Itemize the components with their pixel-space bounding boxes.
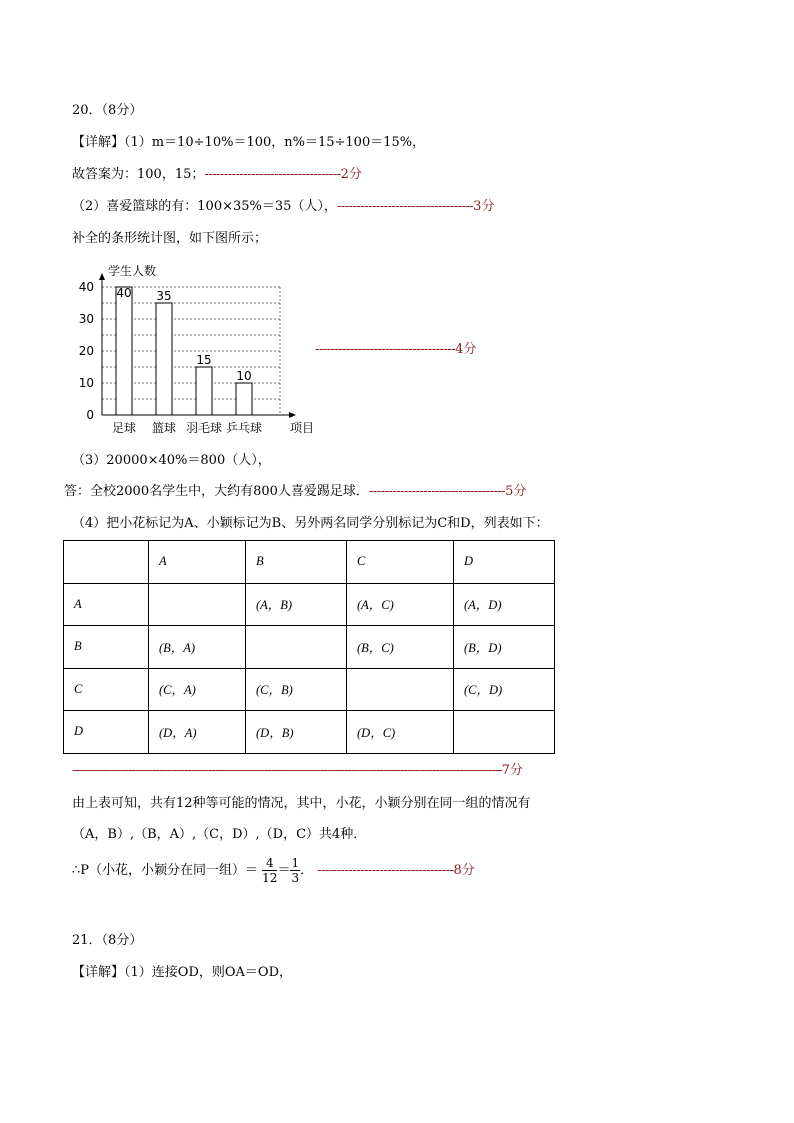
q20-part3: （3）20000×40%＝800（人）， bbox=[72, 453, 271, 468]
score-dashes: ------------------------------------ bbox=[315, 342, 456, 357]
score-label: 7分 bbox=[501, 763, 523, 778]
bar-chart bbox=[78, 258, 318, 440]
table-cell: C bbox=[347, 541, 454, 584]
bar bbox=[236, 383, 252, 415]
part2-text: （2）喜爱篮球的有：100×35%＝35（人）， bbox=[72, 199, 337, 214]
bar-value-label: 35 bbox=[156, 289, 172, 303]
answer1-text: 故答案为：100，15； bbox=[72, 167, 205, 182]
table-cell: (B，C) bbox=[347, 626, 454, 669]
score-dashes: ----------------------------------- bbox=[204, 167, 341, 182]
part1-text: （1）m＝10÷10%＝100，n%＝15÷100＝15%， bbox=[124, 135, 426, 150]
table-cell bbox=[246, 626, 347, 669]
bar bbox=[156, 303, 172, 415]
table-cell bbox=[64, 541, 149, 584]
y-tick-label: 30 bbox=[78, 312, 94, 326]
q21-header: 21．（8分） bbox=[72, 933, 143, 948]
fraction-denominator: 12 bbox=[262, 871, 278, 885]
bar bbox=[196, 367, 212, 415]
fraction-numerator: 1 bbox=[291, 856, 300, 870]
answer3-text: 答：全校2000名学生中，大约有800人喜爱踢足球． bbox=[64, 484, 369, 499]
period: ． bbox=[300, 863, 314, 878]
q20-answer3 bbox=[64, 483, 526, 501]
table-cell: (A，D) bbox=[454, 583, 555, 626]
y-tick-label: 0 bbox=[86, 408, 94, 422]
table-cell bbox=[454, 711, 555, 754]
outcome-table bbox=[63, 540, 555, 754]
q20-probability bbox=[72, 856, 475, 886]
x-axis-label: 项目 bbox=[290, 421, 315, 435]
bar-value-label: 15 bbox=[196, 353, 212, 367]
score-dashes: --------------------------------------------------------------------------------------------------------------------------- bbox=[72, 763, 502, 778]
score-label: 8分 bbox=[453, 863, 475, 878]
table-cell: A bbox=[149, 541, 246, 584]
score-dashes: ----------------------------------- bbox=[317, 863, 454, 878]
table-cell: (A，C) bbox=[347, 583, 454, 626]
table-cell: (D，C) bbox=[347, 711, 454, 754]
q20-part1 bbox=[72, 134, 425, 152]
probability-prefix: ∴P（小花，小颖分在同一组）＝ bbox=[72, 863, 259, 878]
q20-header: 20．（8分） bbox=[72, 103, 143, 118]
q20-answer1 bbox=[72, 166, 362, 184]
table-cell: (C，D) bbox=[454, 668, 555, 711]
table-cell: (D，A) bbox=[149, 711, 246, 754]
table-row bbox=[64, 668, 555, 711]
part1-text: （1）连接OD，则OA＝OD， bbox=[124, 965, 292, 980]
table-cell: D bbox=[64, 711, 149, 754]
detail-tag: 【详解】 bbox=[72, 135, 125, 150]
table-row bbox=[64, 711, 555, 754]
q20-table-score bbox=[72, 762, 523, 780]
fraction-1-3 bbox=[290, 856, 300, 885]
score-label: 4分 bbox=[455, 342, 477, 357]
fraction-4-12 bbox=[262, 856, 277, 885]
score-label: 2分 bbox=[340, 167, 362, 182]
table-row bbox=[64, 626, 555, 669]
q20-part4: （4）把小花标记为A、小颖标记为B、另外两名同学分别标记为C和D，列表如下： bbox=[72, 516, 549, 531]
equals-sign: ＝ bbox=[277, 863, 291, 878]
table-cell: C bbox=[64, 668, 149, 711]
q20-chart-score bbox=[315, 341, 476, 359]
fraction-denominator: 3 bbox=[291, 871, 300, 885]
table-cell: (C，B) bbox=[246, 668, 347, 711]
category-label: 篮球 bbox=[151, 421, 177, 435]
table-cell: (C，A) bbox=[149, 668, 246, 711]
y-axis-label: 学生人数 bbox=[108, 264, 157, 278]
fraction-numerator: 4 bbox=[262, 856, 277, 871]
q20-part2 bbox=[72, 198, 494, 216]
table-cell: A bbox=[64, 583, 149, 626]
detail-tag: 【详解】 bbox=[72, 965, 125, 980]
q20-outcomes: （A，B）,（B，A）,（C，D）,（D，C）共4种． bbox=[72, 827, 367, 842]
score-dashes: ----------------------------------- bbox=[368, 484, 506, 499]
table-cell: (A，B) bbox=[246, 583, 347, 626]
category-label: 羽毛球 bbox=[185, 421, 223, 435]
score-label: 5分 bbox=[505, 484, 527, 499]
table-cell: (D，B) bbox=[246, 711, 347, 754]
y-tick-label: 20 bbox=[78, 344, 94, 358]
category-label: 乒乓球 bbox=[225, 421, 263, 435]
bar-value-label: 10 bbox=[236, 369, 252, 383]
bar bbox=[116, 287, 132, 415]
bar-value-label: 40 bbox=[116, 286, 132, 300]
q21-part1 bbox=[72, 964, 292, 982]
y-tick-label: 40 bbox=[78, 280, 94, 294]
score-dashes: ----------------------------------- bbox=[336, 199, 474, 214]
x-axis-arrow bbox=[289, 412, 296, 418]
table-cell: B bbox=[246, 541, 347, 584]
table-cell bbox=[149, 583, 246, 626]
table-cell: (B，A) bbox=[149, 626, 246, 669]
table-row bbox=[64, 541, 555, 584]
table-cell: D bbox=[454, 541, 555, 584]
table-cell: (B，D) bbox=[454, 626, 555, 669]
q20-chart-intro: 补全的条形统计图，如下图所示； bbox=[72, 231, 268, 246]
q20-conclusion: 由上表可知，共有12种等可能的情况，其中，小花，小颖分别在同一组的情况有 bbox=[72, 796, 531, 811]
table-cell: B bbox=[64, 626, 149, 669]
table-cell bbox=[347, 668, 454, 711]
score-label: 3分 bbox=[473, 199, 495, 214]
table-row bbox=[64, 583, 555, 626]
y-axis-arrow bbox=[99, 273, 105, 280]
category-label: 足球 bbox=[111, 421, 137, 435]
y-tick-label: 10 bbox=[78, 376, 94, 390]
